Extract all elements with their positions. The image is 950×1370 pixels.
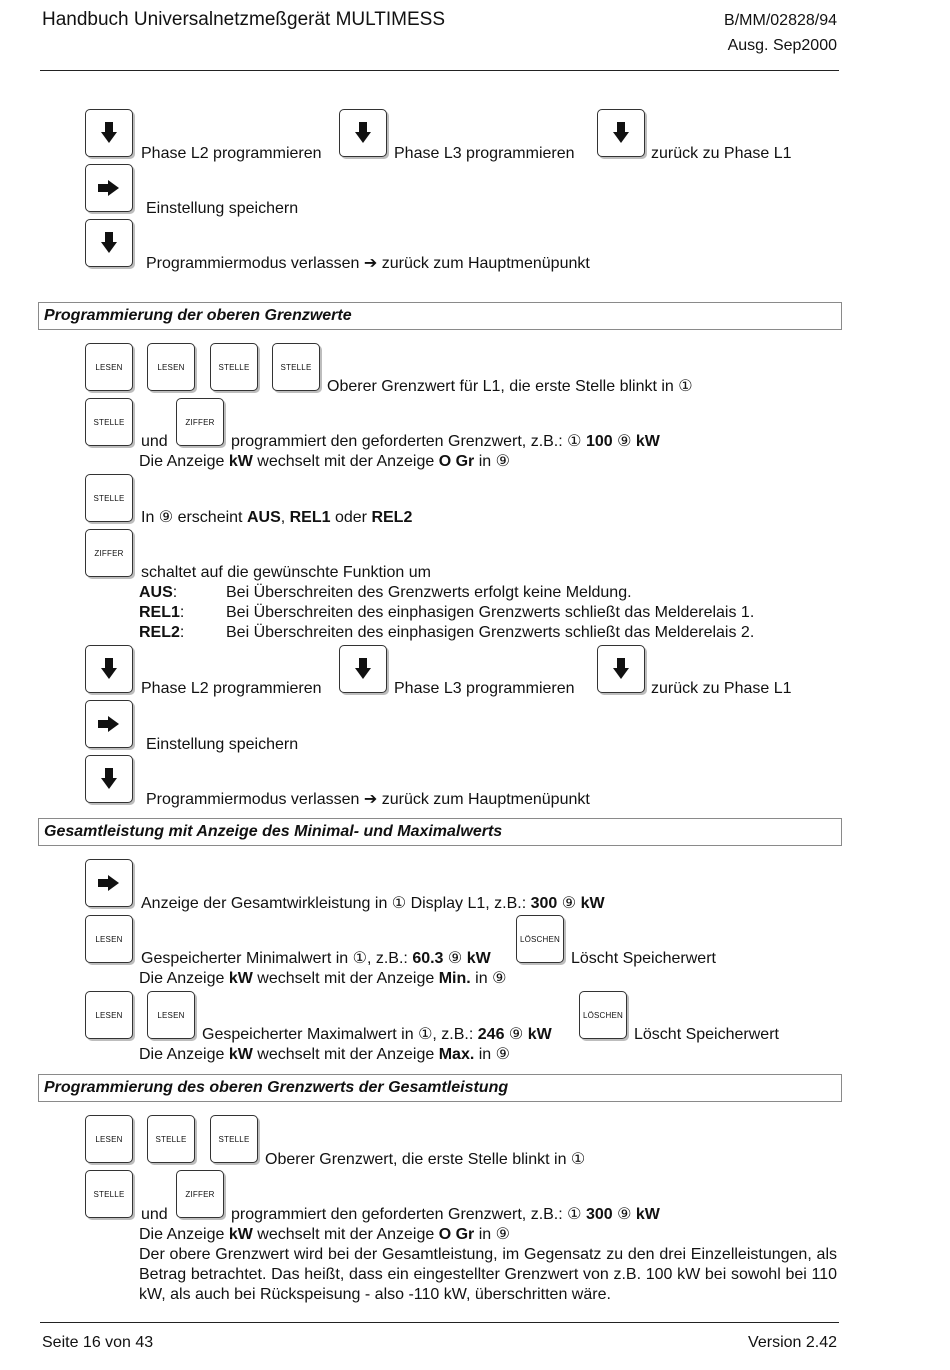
text-max-value: Gespeicherter Maximalwert in ①, z.B.: 246 ⑨ kW	[202, 1026, 552, 1043]
stelle-key[interactable]: STELLE	[85, 398, 133, 446]
header-rule	[40, 70, 839, 71]
section-header: Programmierung der oberen Grenzwerte	[38, 302, 842, 330]
stelle-key[interactable]: STELLE	[272, 343, 320, 391]
text-phase-l3: Phase L3 programmieren	[394, 145, 575, 162]
right-key[interactable]	[85, 859, 133, 907]
stelle-key[interactable]: STELLE	[147, 1115, 195, 1163]
text-back-l1: zurück zu Phase L1	[651, 680, 792, 697]
stelle-key[interactable]: STELLE	[85, 474, 133, 522]
loeschen-key[interactable]: LÖSCHEN	[579, 991, 627, 1039]
stelle-key[interactable]: STELLE	[85, 1170, 133, 1218]
arrow-right-icon	[98, 716, 120, 732]
arrow-down-icon	[101, 658, 117, 680]
down-key[interactable]	[85, 219, 133, 267]
text-display-change: Die Anzeige kW wechselt mit der Anzeige O Gr in ⑨	[139, 1226, 510, 1243]
text-switch-function: schaltet auf die gewünschte Funktion um	[141, 564, 431, 581]
right-key[interactable]	[85, 700, 133, 748]
down-key[interactable]	[597, 109, 645, 157]
inline-arrow-icon: ➔	[363, 791, 378, 808]
down-key[interactable]	[339, 109, 387, 157]
right-key[interactable]	[85, 164, 133, 212]
option-rel1-text: Bei Überschreiten des einphasigen Grenzwerts schließt das Melderelais 1.	[226, 604, 755, 621]
option-aus-text: Bei Überschreiten des Grenzwerts erfolgt keine Meldung.	[226, 584, 632, 601]
text-exit: Programmiermodus verlassen ➔ zurück zum Hauptmenüpunkt	[146, 791, 590, 808]
lesen-key[interactable]: LESEN	[85, 915, 133, 963]
arrow-down-icon	[101, 232, 117, 254]
note-paragraph: Der obere Grenzwert wird bei der Gesamtleistung, im Gegensatz zu den drei Einzelleistungen, als Betrag betrachtet. Das heißt, dass ein eingestellter Grenzwert von z.B. 100 kW bei sowohl bei 110 kW, als auch bei Rückspeisung - also -110 kW, überschritten wäre.	[139, 1246, 837, 1303]
stelle-key[interactable]: STELLE	[210, 1115, 258, 1163]
down-key[interactable]	[597, 645, 645, 693]
arrow-down-icon	[101, 768, 117, 790]
text-max-display: Die Anzeige kW wechselt mit der Anzeige Max. in ⑨	[139, 1046, 510, 1063]
lesen-key[interactable]: LESEN	[85, 1115, 133, 1163]
document-id: B/MM/02828/94	[724, 12, 837, 29]
text-program-limit: programmiert den geforderten Grenzwert, z.B.: ① 300 ⑨ kW	[231, 1206, 660, 1223]
text-phase-l3: Phase L3 programmieren	[394, 680, 575, 697]
section-header: Gesamtleistung mit Anzeige des Minimal- und Maximalwerts	[38, 818, 842, 846]
arrow-down-icon	[101, 122, 117, 144]
ziffer-key[interactable]: ZIFFER	[85, 529, 133, 577]
text-upper-limit-l1: Oberer Grenzwert für L1, die erste Stelle blinkt in ①	[327, 378, 693, 395]
arrow-down-icon	[613, 658, 629, 680]
page-number: Seite 16 von 43	[42, 1334, 154, 1351]
arrow-down-icon	[355, 122, 371, 144]
ziffer-key[interactable]: ZIFFER	[176, 398, 224, 446]
document-title: Handbuch Universalnetzmeßgerät MULTIMESS	[42, 9, 446, 30]
text-exit: Programmiermodus verlassen ➔ zurück zum Hauptmenüpunkt	[146, 255, 590, 272]
text-display-change: Die Anzeige kW wechselt mit der Anzeige O Gr in ⑨	[139, 453, 510, 470]
lesen-key[interactable]: LESEN	[85, 343, 133, 391]
text-phase-l2: Phase L2 programmieren	[141, 680, 322, 697]
text-min-display: Die Anzeige kW wechselt mit der Anzeige Min. in ⑨	[139, 970, 507, 987]
lesen-key[interactable]: LESEN	[147, 991, 195, 1039]
section-header: Programmierung des oberen Grenzwerts der Gesamtleistung	[38, 1074, 842, 1102]
loeschen-key[interactable]: LÖSCHEN	[516, 915, 564, 963]
text-und: und	[141, 1206, 168, 1223]
footer-rule	[40, 1322, 839, 1323]
stelle-key[interactable]: STELLE	[210, 343, 258, 391]
down-key[interactable]	[85, 645, 133, 693]
down-key[interactable]	[85, 109, 133, 157]
inline-arrow-icon: ➔	[363, 255, 378, 272]
text-total-power: Anzeige der Gesamtwirkleistung in ① Display L1, z.B.: 300 ⑨ kW	[141, 895, 605, 912]
lesen-key[interactable]: LESEN	[147, 343, 195, 391]
text-clear: Löscht Speicherwert	[634, 1026, 779, 1043]
text-phase-l2: Phase L2 programmieren	[141, 145, 322, 162]
text-in9-appears: In ⑨ erscheint AUS, REL1 oder REL2	[141, 509, 413, 526]
text-upper-limit-total: Oberer Grenzwert, die erste Stelle blinkt in ①	[265, 1151, 586, 1168]
text-clear: Löscht Speicherwert	[571, 950, 716, 967]
option-rel2-text: Bei Überschreiten des einphasigen Grenzwerts schließt das Melderelais 2.	[226, 624, 755, 641]
text-min-value: Gespeicherter Minimalwert in ①, z.B.: 60.3 ⑨ kW	[141, 950, 491, 967]
ziffer-key[interactable]: ZIFFER	[176, 1170, 224, 1218]
option-rel1: REL1:	[139, 604, 185, 621]
down-key[interactable]	[339, 645, 387, 693]
down-key[interactable]	[85, 755, 133, 803]
arrow-right-icon	[98, 180, 120, 196]
arrow-down-icon	[613, 122, 629, 144]
text-program-limit: programmiert den geforderten Grenzwert, z.B.: ① 100 ⑨ kW	[231, 433, 660, 450]
arrow-right-icon	[98, 875, 120, 891]
text-save: Einstellung speichern	[146, 736, 299, 753]
text-back-l1: zurück zu Phase L1	[651, 145, 792, 162]
document-edition: Ausg. Sep2000	[727, 37, 837, 54]
lesen-key[interactable]: LESEN	[85, 991, 133, 1039]
text-und: und	[141, 433, 168, 450]
version: Version 2.42	[748, 1334, 837, 1351]
arrow-down-icon	[355, 658, 371, 680]
option-rel2: REL2:	[139, 624, 185, 641]
text-save: Einstellung speichern	[146, 200, 299, 217]
option-aus: AUS:	[139, 584, 178, 601]
